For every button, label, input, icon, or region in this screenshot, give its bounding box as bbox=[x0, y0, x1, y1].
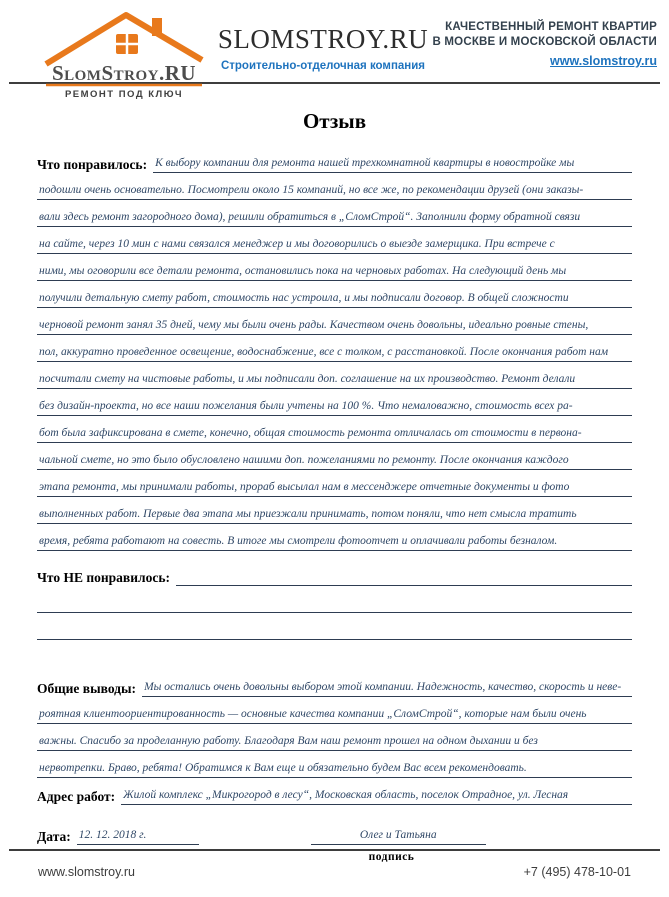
handwritten-line: ними, мы оговорили все детали ремонта, остановились пока на черновых работах. На следующий день мы bbox=[37, 264, 632, 281]
handwritten-line: на сайте, через 10 мин с нами связался менеджер и мы договорились о выезде замерщика. При встрече с bbox=[37, 237, 632, 254]
handwritten-line: время, ребята работают на совесть. В итоге мы смотрели фотоотчет и оплачивали работы безналом. bbox=[37, 534, 632, 551]
section-date-signature bbox=[37, 815, 632, 845]
section-disliked bbox=[37, 559, 632, 640]
handwritten-line: подошли очень основательно. Посмотрели около 15 компаний, но все же, по рекомендации друзей (они заказы- bbox=[37, 183, 632, 200]
section-liked bbox=[37, 146, 632, 551]
signature-value: Олег и Татьяна bbox=[311, 828, 486, 845]
header bbox=[0, 0, 669, 100]
footer-website-link[interactable]: www.slomstroy.ru bbox=[38, 865, 136, 879]
handwritten-line: без дизайн-проекта, но все наши пожелания были учтены на 100 %. Что немаловажно, стоимость всех ра- bbox=[37, 399, 632, 416]
handwritten-line: получили детальную смету работ, стоимость нас устроила, и мы подписали договор. В общей сложности bbox=[37, 291, 632, 308]
handwritten-line: этапа ремонта, мы принимали работы, прораб высылал нам в мессенджере отчетные документы и фото bbox=[37, 480, 632, 497]
header-slogan-line1: КАЧЕСТВЕННЫЙ РЕМОНТ КВАРТИР bbox=[445, 21, 657, 33]
signature-caption: подпись bbox=[368, 851, 415, 863]
handwritten-line: роятная клиентоориентированность — основные качества компании „СломСтрой“, которые нам были очень bbox=[37, 707, 632, 724]
logo-brand-text: SlomStroy.RU bbox=[51, 61, 197, 85]
handwritten-line: выполненных работ. Первые два этапа мы приезжали принимать, потом поняли, что нет смысла тратить bbox=[37, 507, 632, 524]
handwritten-line: нервотрепки. Браво, ребята! Обратимся к Вам еще и обязательно будем Вас всем рекомендовать. bbox=[37, 761, 632, 778]
handwritten-line: Мы остались очень довольны выбором этой компании. Надежность, качество, скорость и неве- bbox=[142, 680, 632, 697]
page-title: Отзыв bbox=[302, 109, 367, 133]
footer-phone: +7 (495) 478-10-01 bbox=[523, 865, 631, 879]
company-subtitle: Строительно-отделочная компания bbox=[220, 60, 426, 72]
date-label: Дата: bbox=[37, 829, 71, 844]
handwritten-line: К выбору компании для ремонта нашей трехкомнатной квартиры в новостройке мы bbox=[153, 156, 632, 173]
address-value: Жилой комплекс „Микрогород в лесу“, Московская область, поселок Отрадное, ул. Лесная bbox=[121, 788, 632, 805]
handwritten-line: бот была зафиксирована в смете, конечно, общая стоимость ремонта отличалась от стоимости в первона- bbox=[37, 426, 632, 443]
address-label: Адрес работ: bbox=[37, 789, 116, 804]
handwritten-line: пол, аккуратно проведенное освещение, водоснабжение, все с толком, с расстановкой. После окончания работ нам bbox=[37, 345, 632, 362]
header-slogan-line2: В МОСКВЕ И МОСКОВСКОЙ ОБЛАСТИ bbox=[432, 36, 657, 48]
blank-answer-line bbox=[37, 586, 632, 613]
blank-answer-line bbox=[176, 584, 632, 586]
header-website-link[interactable]: www.slomstroy.ru bbox=[550, 54, 657, 68]
section-address bbox=[37, 778, 632, 805]
blank-answer-line bbox=[37, 613, 632, 640]
header-center bbox=[214, 8, 432, 72]
conclusions-label: Общие выводы: bbox=[37, 681, 137, 696]
date-value: 12. 12. 2018 г. bbox=[77, 828, 199, 845]
handwritten-line: важны. Спасибо за проделанную работу. Благодаря Вам наш ремонт прошел на одном дыхании и без bbox=[37, 734, 632, 751]
liked-label: Что понравилось: bbox=[37, 157, 148, 172]
signature-block bbox=[311, 828, 486, 845]
company-logo bbox=[36, 8, 214, 105]
review-body bbox=[0, 109, 669, 863]
logo-tagline: РЕМОНТ ПОД КЛЮЧ bbox=[64, 89, 184, 100]
header-contact-block bbox=[432, 8, 657, 70]
house-logo-icon bbox=[36, 8, 214, 100]
handwritten-line: черновой ремонт занял 35 дней, чему мы были очень рады. Качеством очень довольны, идеально ровные стены, bbox=[37, 318, 632, 335]
handwritten-line: вали здесь ремонт загородного дома), решили обратиться в „СломСтрой“. Заполнили форму обратной связи bbox=[37, 210, 632, 227]
handwritten-line: чальной смете, но это было обусловлено нашими доп. пожеланиями по ремонту. После окончания каждого bbox=[37, 453, 632, 470]
disliked-label: Что НЕ понравилось: bbox=[37, 570, 170, 585]
section-conclusions bbox=[37, 670, 632, 778]
company-name: SLOMSTROY.RU bbox=[217, 24, 429, 54]
footer bbox=[0, 849, 669, 897]
handwritten-line: посчитали смету на чистовые работы, и мы подписали доп. соглашение на их производство. Ремонт делали bbox=[37, 372, 632, 389]
